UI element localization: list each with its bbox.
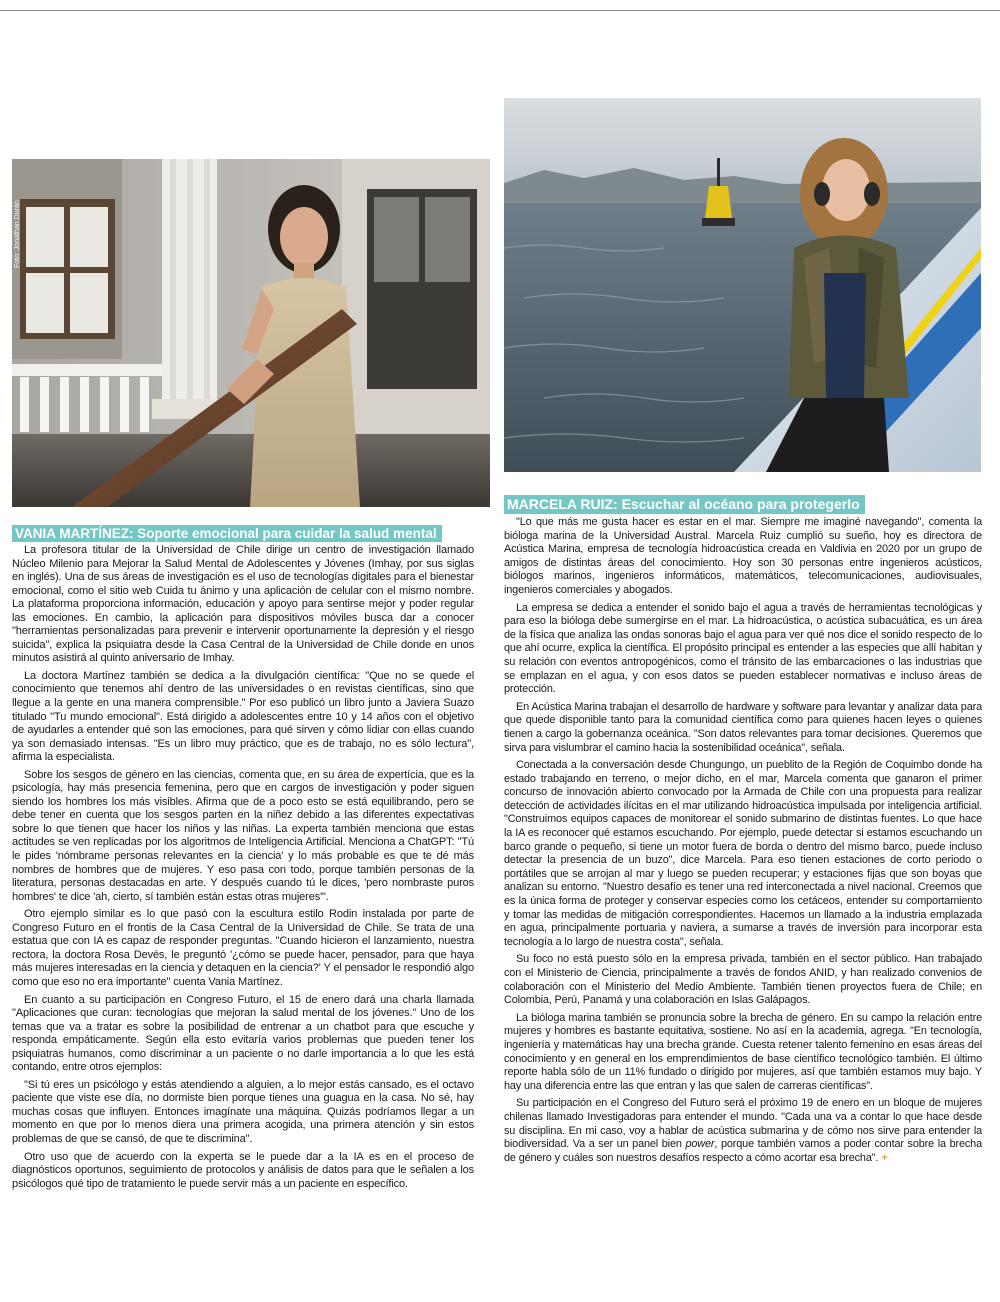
paragraph: "Lo que más me gusta hacer es estar en el mar. Siempre me imaginé navegando", comenta la bióloga marina de la Universidad Austral. Marcela Ruiz cumplió su sueño, hoy es directora de Acústica Marina, empresa de tecnología hidroacústica creada en Valdivia en 2020 por un grupo de amigos de distintas áreas del conocimiento. Hoy son 30 personas entre ingenieros acústicos, biólogos marinos, ingenieros informáticos, matemáticos, telecomunicaciones, audiovisuales, ingenieros comerciales y abogados. bbox=[504, 516, 982, 596]
headline-vania-martinez: VANIA MARTÍNEZ: Soporte emocional para cuidar la salud mental bbox=[12, 525, 442, 542]
end-of-article-mark: + bbox=[881, 1151, 888, 1164]
paragraph: Su foco no está puesto sólo en la empresa privada, también en el sector público. Han trabajado con el Ministerio de Ciencia, principalmente a través de fondos ANID, y han realizado convenios de colaboración con el Ministerio del Medio Ambiente. También tienen proyectos fuera de Chile; en Colombia, Perú, Panamá y una colaboración en Islas Galápagos. bbox=[504, 953, 982, 1007]
paragraph-text: Su participación en el Congreso del Futuro será el próximo 19 de enero en un bloque de mujeres chilenas llamado Investigadoras para entender el mundo. "Cada una va a contar lo que hace desde su disciplina. En mi caso, voy a hablar de acústica submarina y de cómo nos sirve para entender la biodiversidad. Va a ser un panel bien bbox=[504, 1097, 982, 1151]
paragraph: Otro ejemplo similar es lo que pasó con la escultura estilo Rodin instalada por parte de Congreso Futuro en el frontis de la Casa Central de la Universidad de Chile. Se trata de una estatua que con IA es capaz de responder preguntas. "Cuando hicieron el lanzamiento, nuestra rectora, la doctora Rosa Devés, le preguntó '¿cómo se puede hacer, pensador, para que haya más mujeres interesadas en la ciencia y detaquen en la ciencia?' Y el pensador le respondió algo como que eso no era importante" cuenta Vania Martínez. bbox=[12, 908, 475, 988]
paragraph: La profesora titular de la Universidad de Chile dirige un centro de investigación llamado Núcleo Milenio para Mejorar la Salud Mental de Adolescentes y Jóvenes (Imhay, por sus siglas en inglés). Una de sus áreas de investigación es el uso de tecnologías digitales para el bienestar emocional, como el sitio web Cuida tu ánimo y una aplicación de celular con el mismo nombre. La plataforma proporciona información, educación y apoyo para sentirse mejor y poder regular las emociones. En cambio, la aplicación para dispositivos móviles busca dar a conocer "herramientas personalizadas para prevenir e intervenir oportunamente la depresión y el riesgo suicida", explica la psiquiatra desde la Casa Central de la Universidad de Chile donde en unos minutos asistirá al quinto aniversario de Imhay. bbox=[12, 544, 474, 665]
photo-marcela-ruiz-image bbox=[504, 98, 981, 472]
top-rule bbox=[0, 10, 1000, 11]
photo-marcela-ruiz bbox=[504, 98, 981, 472]
paragraph: "Si tú eres un psicólogo y estás atendiendo a alguien, a lo mejor estás cansado, es el octavo paciente que viste ese día, no dormiste bien porque tienes una guagua en la casa. No sé, hay muchas cosas que influyen. Entonces imagínate una máquina. Quizás podríamos llegar a un momento en que por lo menos diera una primera acogida, una primera atención y sin estos problemas de que se cansó, de que te discrimina". bbox=[12, 1078, 474, 1145]
headline-marcela-ruiz: MARCELA RUIZ: Escuchar al océano para protegerlo bbox=[504, 495, 865, 514]
paragraph: Sobre los sesgos de género en las ciencias, comenta que, en su área de expertícia, que es la psicología, hay más presencia femenina, pero que en cargos de investigación y poder siguen siendo los hombres los más visibles. Afirma que de a poco esto se está equilibrando, pero se debe tener en cuenta que los sesgos parten en la niñez debido a las diferentes expectativas sobre lo que tienen que hacer los niños y las niñas. La experta también menciona que estas actitudes se ven replicadas por los algoritmos de Inteligencia Artificial. Menciona a ChatGPT: "Tú le pides 'nómbrame personas relevantes en la ciencia' y lo más probable es que te dé más nombres de hombres que de mujeres. Y eso pasa con todo, porque también personas de la literatura, personas destacadas en arte. Y después cuando tú le dices, 'pero nombraste puros hombres' te dice 'ah, cierto, sí también están estas otras mujeres'". bbox=[12, 768, 474, 903]
article-vania-martinez bbox=[12, 525, 474, 1195]
photo-vania-martinez bbox=[12, 159, 490, 507]
paragraph: En Acústica Marina trabajan el desarrollo de hardware y software para levantar y analizar data para que quede disponible tanto para la comunidad científica como para quienes hacen leyes o quienes tienen a cargo la gobernanza oceánica. "Son datos relevantes para tomar decisiones. Queremos que sirva para vislumbrar el camino hacia la sostenibilidad oceánica", señala. bbox=[504, 700, 982, 754]
photo-credit: Foto: Jonathan Durán bbox=[14, 200, 21, 268]
paragraph-final bbox=[504, 1097, 982, 1165]
article-marcela-ruiz bbox=[504, 495, 982, 1169]
paragraph-text: , porque también vamos a poder contar sobre la brecha de género y cuáles son nuestros desafíos respecto a cómo acortar esa brecha". bbox=[504, 1138, 982, 1164]
paragraph: La bióloga marina también se pronuncia sobre la brecha de género. En su campo la relación entre mujeres y hombres es bastante equitativa, sostiene. No así en la academia, agrega. "En tecnología, ingeniería y matemáticas hay una brecha grande. Cuesta retener talento femenino en esas áreas del conocimiento y en general en los emprendimientos de base científico tecnológico también. El último reporte habla sólo de un 11% fundado o dirigido por mujeres, así que también estamos muy bajo. Y hay una diferencia entre las que entran y las que salen de carreras científicas". bbox=[504, 1011, 982, 1092]
paragraph: En cuanto a su participación en Congreso Futuro, el 15 de enero dará una charla llamada "Aplicaciones que curan: tecnologías que mejoran la salud mental de los jóvenes." Uno de los temas que va a tratar es sobre la posibilidad de entrenar a un chatbot para que escuche y responda empáticamente. Según ella esto evitaría varios problemas que pueden tener los psiquiatras humanos, como discriminar a un paciente o no darle importancia a lo que les está contando, entre otros ejemplos: bbox=[12, 993, 474, 1074]
paragraph: Otro uso que de acuerdo con la experta se le puede dar a la IA es en el proceso de diagnósticos oportunos, seguimiento de protocolos y análisis de datos para que le señalen a los psicólogos qué tipo de tratamiento le puede servir más a un paciente en específico. bbox=[12, 1150, 474, 1190]
emphasized-word: power bbox=[685, 1138, 715, 1151]
paragraph: La empresa se dedica a entender el sonido bajo el agua a través de herramientas tecnológicas y para eso la bióloga debe sumergirse en el mar. La hidroacústica, o acústica subacuática, es un área de la física que analiza las ondas sonoras bajo el agua para ver qué nos dice el sonido respecto de lo que ahí ocurre, explica la científica. El propósito principal es entender a las especies que allí habitan y su relación con eventos antropogénicos, como el tránsito de las embarcaciones o las industrias que se emplazan en el agua, y con esos datos se pueden establecer normativas e incluso áreas de protección. bbox=[504, 601, 982, 696]
paragraph: Conectada a la conversación desde Chungungo, un pueblito de la Región de Coquimbo donde ha estado trabajando en terreno, o mejor dicho, en el mar, Marcela comenta que ganaron el primer concurso de innovación abierto convocado por la Armada de Chile con una propuesta para realizar detección de actividades ilícitas en el mar utilizando hidroacústica impulsada por inteligencia artificial. "Construimos equipos capaces de monitorear el sonido submarino de distintas fuentes. Lo que hace la IA es reconocer qué estamos escuchando. Por ejemplo, puede detectar si estamos escuchando un barco grande o pequeño, si tiene un motor fuera de borda o dentro del mismo barco, puede incluso detectar la presencia de un buzo", dice Marcela. Para eso tienen estaciones de corto periodo o portátiles que se arrojan al mar y luego se pueden recuperar; y estaciones fijas que son boyas que analizan su entorno. "Nuestro desafío es tener una red interconectada a nivel nacional. Creemos que es la única forma de proteger y conservar especies como los cetáceos, entender su comportamiento y tomar las medidas de mitigación correspondientes. Hacemos un llamado a la industria emplazada en agua, principalmente portuaria y naviera, a sumarse a través de inversión para incorporar esta tecnología a lo largo de nuestra costa", señala. bbox=[504, 759, 982, 948]
paragraph: La doctora Martínez también se dedica a la divulgación científica: "Que no se quede el conocimiento que tenemos ahí dentro de las universidades o en revistas científicas, sino que llegue a la gente en una manera comprensible." Por eso publicó un libro junto a Javiera Suazo titulado "Tu mundo emocional". Está dirigido a adolescentes entre 10 y 14 años con el objetivo de ayudarles a entender qué son las emociones, para qué sirven y cómo lidiar con ellas cuando ya son demasiado intensas. "Es un libro muy práctico, que es de trabajo, no es sólo lectura", afirma la especialista. bbox=[12, 669, 474, 764]
photo-vania-martinez-image bbox=[12, 159, 490, 507]
